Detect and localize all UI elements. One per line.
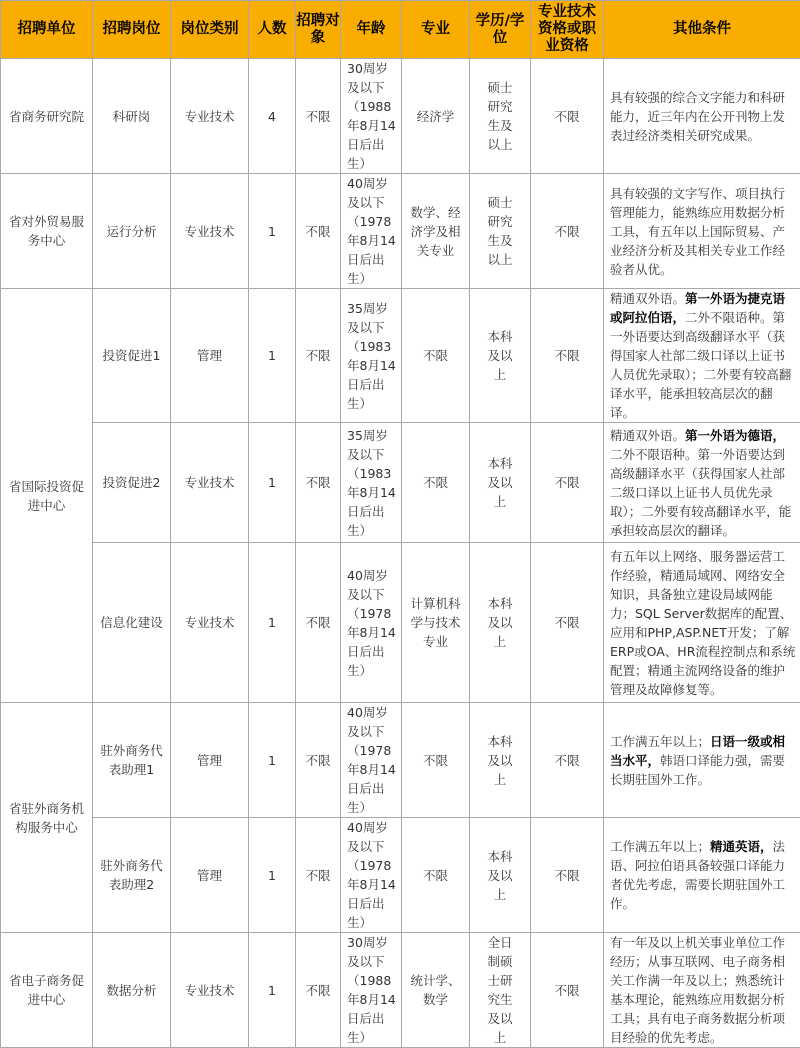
education-cell: 本科及以上 bbox=[470, 289, 531, 423]
post-cell: 投资促进1 bbox=[93, 289, 171, 423]
post-cell: 数据分析 bbox=[93, 933, 171, 1048]
count-cell: 1 bbox=[249, 543, 296, 703]
age-cell: 30周岁及以下（1988年8月14日后出生） bbox=[341, 933, 402, 1048]
conditions-cell bbox=[604, 59, 800, 174]
table-row bbox=[1, 174, 800, 289]
header-category: 岗位类别 bbox=[171, 1, 249, 59]
age-cell: 35周岁及以下（1983年8月14日后出生） bbox=[341, 289, 402, 423]
conditions-text: 有一年及以上机关事业单位工作经历；从事互联网、电子商务相关工作满一年及以上；熟悉统计基本理论，能熟练应用数据分析工具；具有电子商务数据分析项目经验的优先考虑。 bbox=[610, 935, 785, 1045]
conditions-text: 具有较强的综合文字能力和科研能力，近三年内在公开刊物上发表过经济类相关研究成果。 bbox=[610, 90, 785, 143]
target-cell: 不限 bbox=[296, 423, 341, 543]
post-cell: 驻外商务代表助理2 bbox=[93, 818, 171, 933]
post-cell: 投资促进2 bbox=[93, 423, 171, 543]
header-major: 专业 bbox=[402, 1, 470, 59]
target-cell: 不限 bbox=[296, 543, 341, 703]
conditions-cell bbox=[604, 289, 800, 423]
qualification-cell: 不限 bbox=[531, 703, 604, 818]
unit-cell: 省对外贸易服务中心 bbox=[1, 174, 93, 289]
major-cell: 不限 bbox=[402, 289, 470, 423]
count-cell: 4 bbox=[249, 59, 296, 174]
count-cell: 1 bbox=[249, 423, 296, 543]
major-cell: 不限 bbox=[402, 818, 470, 933]
conditions-emphasis: 日语一级或相当水平， bbox=[610, 734, 785, 768]
major-cell: 计算机科学与技术专业 bbox=[402, 543, 470, 703]
table-row bbox=[1, 703, 800, 818]
category-cell: 专业技术 bbox=[171, 174, 249, 289]
header-count: 人数 bbox=[249, 1, 296, 59]
post-cell: 运行分析 bbox=[93, 174, 171, 289]
header-target: 招聘对象 bbox=[296, 1, 341, 59]
count-cell: 1 bbox=[249, 289, 296, 423]
major-cell: 统计学、数学 bbox=[402, 933, 470, 1048]
conditions-text: 精通双外语。 bbox=[610, 428, 685, 443]
conditions-cell bbox=[604, 543, 800, 703]
unit-cell: 省电子商务促进中心 bbox=[1, 933, 93, 1048]
qualification-cell: 不限 bbox=[531, 59, 604, 174]
age-cell: 40周岁及以下（1978年8月14日后出生） bbox=[341, 543, 402, 703]
category-cell: 管理 bbox=[171, 289, 249, 423]
education-cell: 本科及以上 bbox=[470, 818, 531, 933]
header-education: 学历/学位 bbox=[470, 1, 531, 59]
qualification-cell: 不限 bbox=[531, 423, 604, 543]
age-cell: 40周岁及以下（1978年8月14日后出生） bbox=[341, 174, 402, 289]
age-cell: 30周岁及以下（1988年8月14日后出生） bbox=[341, 59, 402, 174]
target-cell: 不限 bbox=[296, 933, 341, 1048]
age-cell: 40周岁及以下（1978年8月14日后出生） bbox=[341, 818, 402, 933]
header-post: 招聘岗位 bbox=[93, 1, 171, 59]
table-row bbox=[1, 933, 800, 1048]
post-cell: 科研岗 bbox=[93, 59, 171, 174]
conditions-cell bbox=[604, 933, 800, 1048]
conditions-text: 具有较强的文字写作、项目执行管理能力，能熟练应用数据分析工具，有五年以上国际贸易、产业经济分析及其相关专业工作经验者从优。 bbox=[610, 186, 785, 277]
category-cell: 管理 bbox=[171, 818, 249, 933]
conditions-text: 工作满五年以上； bbox=[610, 734, 710, 749]
qualification-cell: 不限 bbox=[531, 543, 604, 703]
conditions-emphasis: 第一外语为德语， bbox=[685, 428, 785, 443]
category-cell: 专业技术 bbox=[171, 423, 249, 543]
major-cell: 经济学 bbox=[402, 59, 470, 174]
education-cell: 本科及以上 bbox=[470, 543, 531, 703]
post-cell: 驻外商务代表助理1 bbox=[93, 703, 171, 818]
unit-cell: 省驻外商务机构服务中心 bbox=[1, 703, 93, 933]
count-cell: 1 bbox=[249, 703, 296, 818]
conditions-text: 法语、阿拉伯语具备较强口译能力者优先考虑，需要长期驻国外工作。 bbox=[610, 839, 785, 911]
post-cell: 信息化建设 bbox=[93, 543, 171, 703]
education-cell: 硕士研究生及以上 bbox=[470, 174, 531, 289]
category-cell: 专业技术 bbox=[171, 933, 249, 1048]
conditions-text: 韩语口译能力强，需要长期驻国外工作。 bbox=[610, 753, 785, 787]
conditions-text: 工作满五年以上； bbox=[610, 839, 710, 854]
target-cell: 不限 bbox=[296, 289, 341, 423]
education-cell: 本科及以上 bbox=[470, 423, 531, 543]
unit-cell: 省国际投资促进中心 bbox=[1, 289, 93, 703]
conditions-cell bbox=[604, 818, 800, 933]
education-cell: 全日制硕士研究生及以上 bbox=[470, 933, 531, 1048]
table-row bbox=[1, 289, 800, 423]
table-row bbox=[1, 543, 800, 703]
major-cell: 不限 bbox=[402, 703, 470, 818]
header-unit: 招聘单位 bbox=[1, 1, 93, 59]
target-cell: 不限 bbox=[296, 818, 341, 933]
major-cell: 不限 bbox=[402, 423, 470, 543]
conditions-text: 二外不限语种。第一外语要达到高级翻译水平（获得国家人社部二级口译以上证书人员优先录取）；二外要有较高翻译水平，能承担较高层次的翻译。 bbox=[610, 310, 791, 420]
header-age: 年龄 bbox=[341, 1, 402, 59]
qualification-cell: 不限 bbox=[531, 289, 604, 423]
conditions-emphasis: 第一外语为捷克语或阿拉伯语， bbox=[610, 291, 785, 325]
conditions-emphasis: 精通英语， bbox=[710, 839, 773, 854]
conditions-text: 有五年以上网络、服务器运营工作经验，精通局域网、网络安全知识，具备独立建设局域网能力；SQL Server数据库的配置、应用和PHP,ASP.NET开发；了解ERP或OA、HR流程控制点和系统配置；精通主流网络设备的维护管理及故障修复等。 bbox=[610, 549, 795, 697]
table-row bbox=[1, 59, 800, 174]
table-row bbox=[1, 423, 800, 543]
category-cell: 管理 bbox=[171, 703, 249, 818]
conditions-cell bbox=[604, 423, 800, 543]
table-row bbox=[1, 818, 800, 933]
education-cell: 硕士研究生及以上 bbox=[470, 59, 531, 174]
target-cell: 不限 bbox=[296, 59, 341, 174]
conditions-cell bbox=[604, 703, 800, 818]
education-cell: 本科及以上 bbox=[470, 703, 531, 818]
unit-cell: 省商务研究院 bbox=[1, 59, 93, 174]
age-cell: 35周岁及以下（1983年8月14日后出生） bbox=[341, 423, 402, 543]
header-row bbox=[1, 1, 800, 59]
qualification-cell: 不限 bbox=[531, 818, 604, 933]
qualification-cell: 不限 bbox=[531, 933, 604, 1048]
conditions-cell bbox=[604, 174, 800, 289]
header-qualification: 专业技术资格或职业资格 bbox=[531, 1, 604, 59]
target-cell: 不限 bbox=[296, 703, 341, 818]
conditions-text: 精通双外语。 bbox=[610, 291, 685, 306]
major-cell: 数学、经济学及相关专业 bbox=[402, 174, 470, 289]
count-cell: 1 bbox=[249, 933, 296, 1048]
count-cell: 1 bbox=[249, 818, 296, 933]
category-cell: 专业技术 bbox=[171, 59, 249, 174]
age-cell: 40周岁及以下（1978年8月14日后出生） bbox=[341, 703, 402, 818]
conditions-text: 二外不限语种。第一外语要达到高级翻译水平（获得国家人社部二级口译以上证书人员优先录取）；二外要有较高翻译水平，能承担较高层次的翻译。 bbox=[610, 447, 791, 538]
qualification-cell: 不限 bbox=[531, 174, 604, 289]
target-cell: 不限 bbox=[296, 174, 341, 289]
count-cell: 1 bbox=[249, 174, 296, 289]
header-conditions: 其他条件 bbox=[604, 1, 800, 59]
category-cell: 专业技术 bbox=[171, 543, 249, 703]
